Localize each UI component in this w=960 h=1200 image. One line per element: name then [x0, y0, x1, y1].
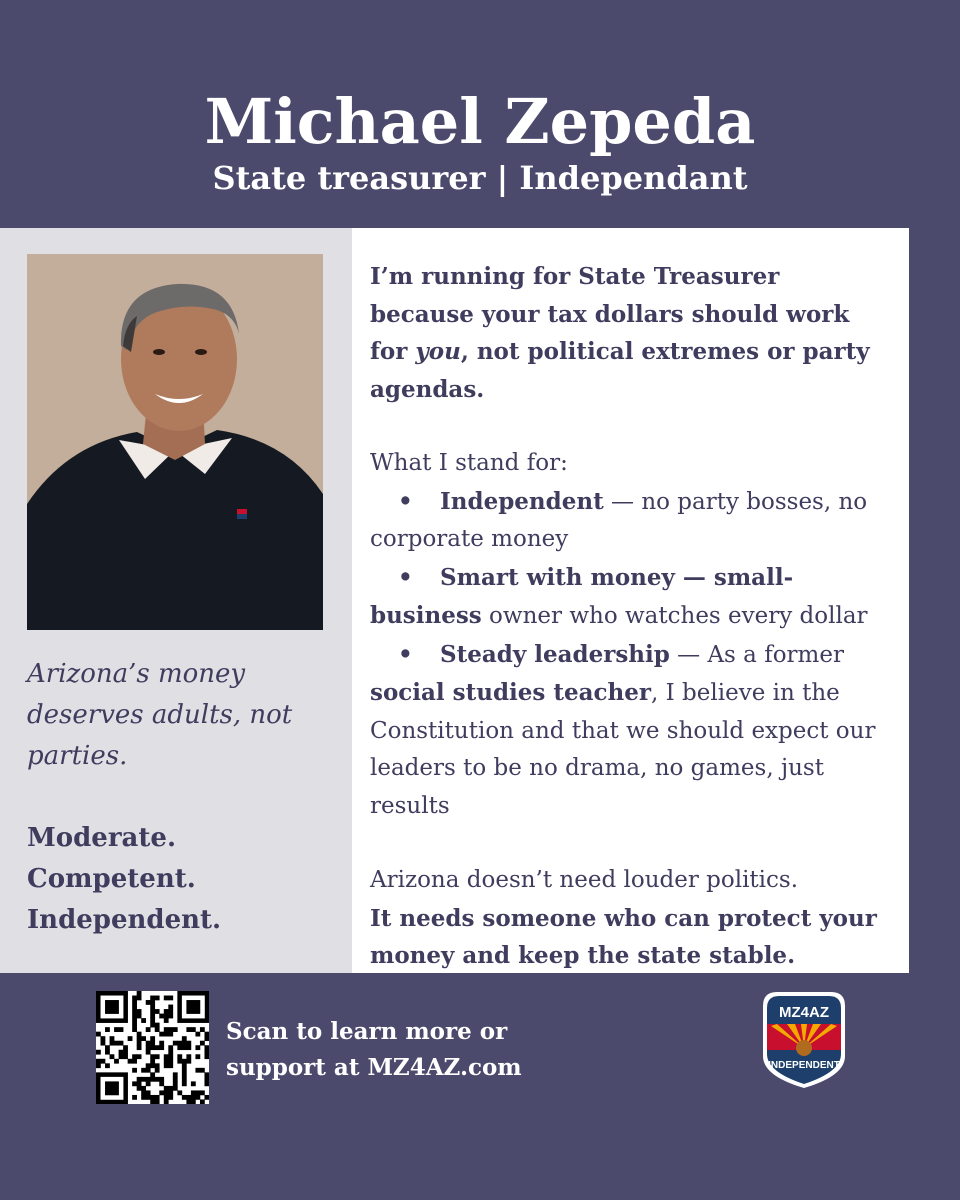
- logo-subtext: INDEPENDENT: [768, 1060, 840, 1071]
- slogan-line: Moderate.: [27, 823, 176, 853]
- bullet-title: Steady leadership: [440, 640, 670, 668]
- intro-emphasis: you: [415, 338, 461, 365]
- qr-code-icon: [96, 991, 209, 1104]
- bullet-icon: •: [398, 640, 413, 668]
- bullet-leadership: [370, 636, 890, 826]
- bullet-text: — no party bosses, no corporate money: [370, 488, 868, 552]
- candidate-photo: [27, 254, 323, 630]
- slogan-line: Independent.: [27, 905, 222, 935]
- bullet-independent: [370, 483, 890, 559]
- candidate-name: Michael Zepeda: [204, 85, 756, 158]
- stand-heading: What I stand for:: [370, 450, 568, 476]
- bullet-text: owner who watches every dollar: [481, 603, 868, 629]
- logo-text: MZ4AZ: [779, 1004, 829, 1021]
- bullet-title: Smart with money — small-business: [370, 563, 794, 629]
- tagline: Arizona’s money deserves adults, not parties.: [27, 659, 293, 771]
- intro-text: I’m running for State Treasurer because your tax dollars should work for: [370, 263, 850, 365]
- bullet-icon: •: [398, 563, 413, 591]
- arizona-shield-icon: [757, 988, 851, 1092]
- candidate-office: State treasurer | Independant: [212, 159, 748, 197]
- intro-statement: [370, 258, 890, 408]
- qr-code[interactable]: [96, 991, 209, 1104]
- bullet-title: social studies teacher: [370, 679, 652, 706]
- left-panel: [0, 228, 352, 973]
- bullet-icon: •: [398, 487, 413, 515]
- bullet-text: , I believe in the Constitution and that we should expect our leaders to be no drama, no games, just results: [370, 680, 876, 819]
- closing-line: Arizona doesn’t need louder politics.: [370, 867, 799, 893]
- slogan-line: Competent.: [27, 864, 196, 894]
- bullet-money: [370, 559, 890, 636]
- closing-statement: It needs someone who can protect your money and keep the state stable.: [370, 904, 877, 969]
- right-panel: [352, 228, 909, 973]
- intro-text: , not political extremes or party agendas.: [370, 338, 870, 403]
- campaign-logo: [757, 988, 851, 1092]
- bullet-title: Independent: [440, 487, 604, 515]
- scan-instruction: Scan to learn more or support at MZ4AZ.com: [226, 1018, 522, 1081]
- platform-text: [370, 258, 890, 975]
- bullet-text: — As a former: [669, 641, 844, 668]
- header: [0, 0, 960, 228]
- portrait-illustration: [27, 254, 323, 630]
- slogan: [27, 818, 337, 941]
